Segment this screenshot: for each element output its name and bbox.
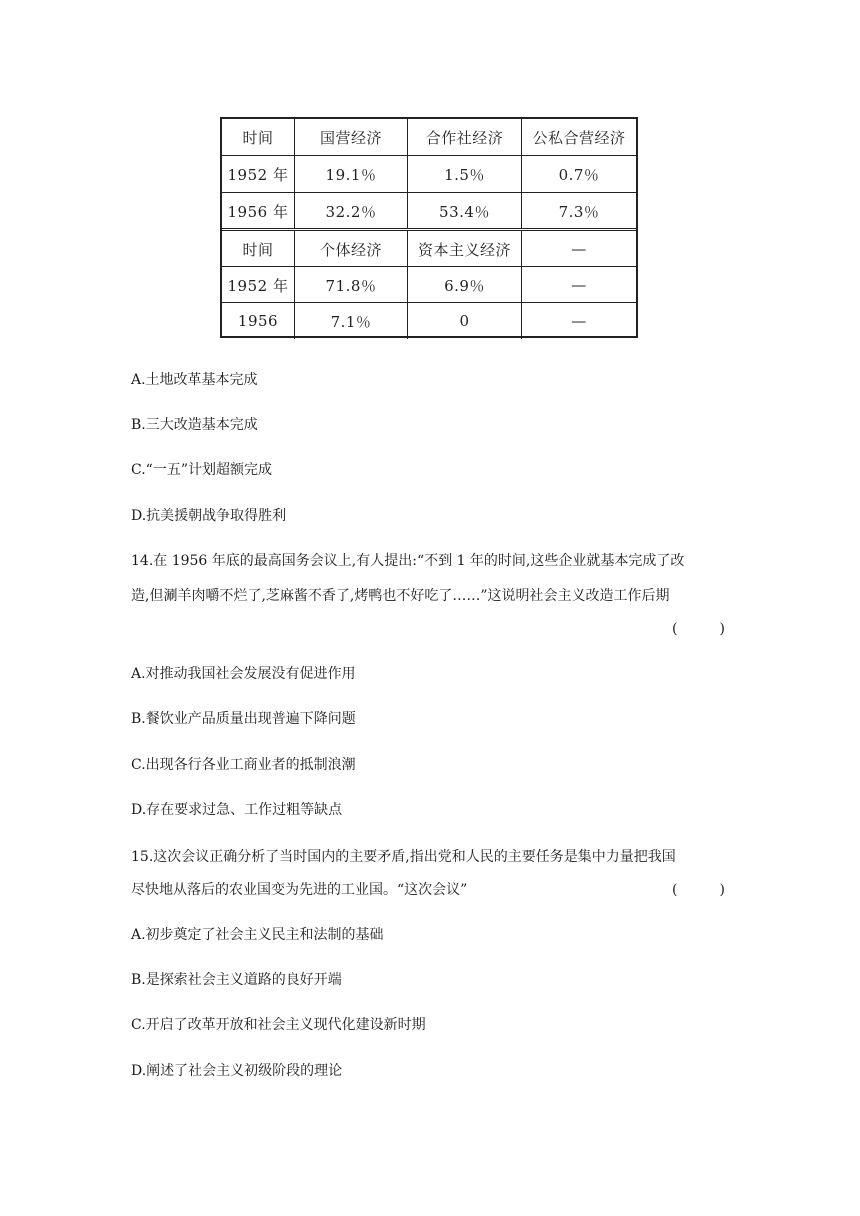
table-cell: 6.9％ [408,267,522,303]
table-cell: — [571,312,587,330]
table-cell: 时间 [222,231,295,267]
table-cell: 0.7％ [558,165,600,184]
q15-option-c[interactable]: C.开启了改革开放和社会主义现代化建设新时期 [131,1017,426,1033]
table-cell: 19.1％ [295,156,408,192]
table-cell: — [571,240,587,258]
table-cell: 时间 [222,119,295,155]
q15-answer-blank[interactable]: ( ) [672,882,725,898]
table-cell: 1956 年 [222,193,295,229]
table-cell: — [571,276,587,294]
q14-stem-line1: 14.在 1956 年底的最高国务会议上,有人提出:“不到 1 年的时间,这些企业就基本完成了改 [131,553,685,569]
q15-option-d[interactable]: D.阐述了社会主义初级阶段的理论 [131,1063,343,1079]
q15-option-a[interactable]: A.初步奠定了社会主义民主和法制的基础 [131,927,384,943]
q14-option-d[interactable]: D.存在要求过急、工作过粗等缺点 [131,802,343,818]
table-cell: 1952 年 [222,156,295,192]
q13-option-a[interactable]: A.土地改革基本完成 [131,372,258,388]
table-cell: 公私合营经济 [532,128,626,147]
table-row [222,156,636,192]
table-cell: 71.8％ [295,267,408,303]
q15-stem-line1: 15.这次会议正确分析了当时国内的主要矛盾,指出党和人民的主要任务是集中力量把我国 [131,849,676,865]
table-cell: 合作社经济 [408,119,522,155]
table-row [222,267,636,303]
table-header-row [222,231,636,267]
table-cell: 个体经济 [295,231,408,267]
table-cell: 资本主义经济 [408,231,522,267]
table-cell: 0 [408,303,522,339]
table-cell: 1.5％ [408,156,522,192]
q14-answer-blank[interactable]: ( ) [672,621,725,637]
table-cell: 1952 年 [222,267,295,303]
economy-share-table [220,117,638,338]
table-cell: 1956 [222,303,295,339]
q13-option-d[interactable]: D.抗美援朝战争取得胜利 [131,508,287,524]
q13-option-b[interactable]: B.三大改造基本完成 [131,417,258,433]
table-cell: 53.4％ [408,193,522,229]
table-cell: 国营经济 [295,119,408,155]
table-row [222,193,636,229]
q15-stem-line2: 尽快地从落后的农业国变为先进的工业国。“这次会议” [131,882,468,898]
q13-option-c[interactable]: C.“一五”计划超额完成 [131,462,272,478]
table-cell: 7.3％ [558,202,600,221]
table-row [222,303,636,339]
q14-stem-line2: 造,但涮羊肉嚼不烂了,芝麻酱不香了,烤鸭也不好吃了……”这说明社会主义改造工作后期 [131,588,670,604]
table-cell: 32.2％ [295,193,408,229]
q14-option-b[interactable]: B.餐饮业产品质量出现普遍下降问题 [131,711,356,727]
q15-option-b[interactable]: B.是探索社会主义道路的良好开端 [131,972,342,988]
q14-option-a[interactable]: A.对推动我国社会发展没有促进作用 [131,666,356,682]
table-header-row [222,119,636,155]
q14-option-c[interactable]: C.出现各行各业工商业者的抵制浪潮 [131,757,356,773]
table-cell: 7.1％ [295,303,408,339]
